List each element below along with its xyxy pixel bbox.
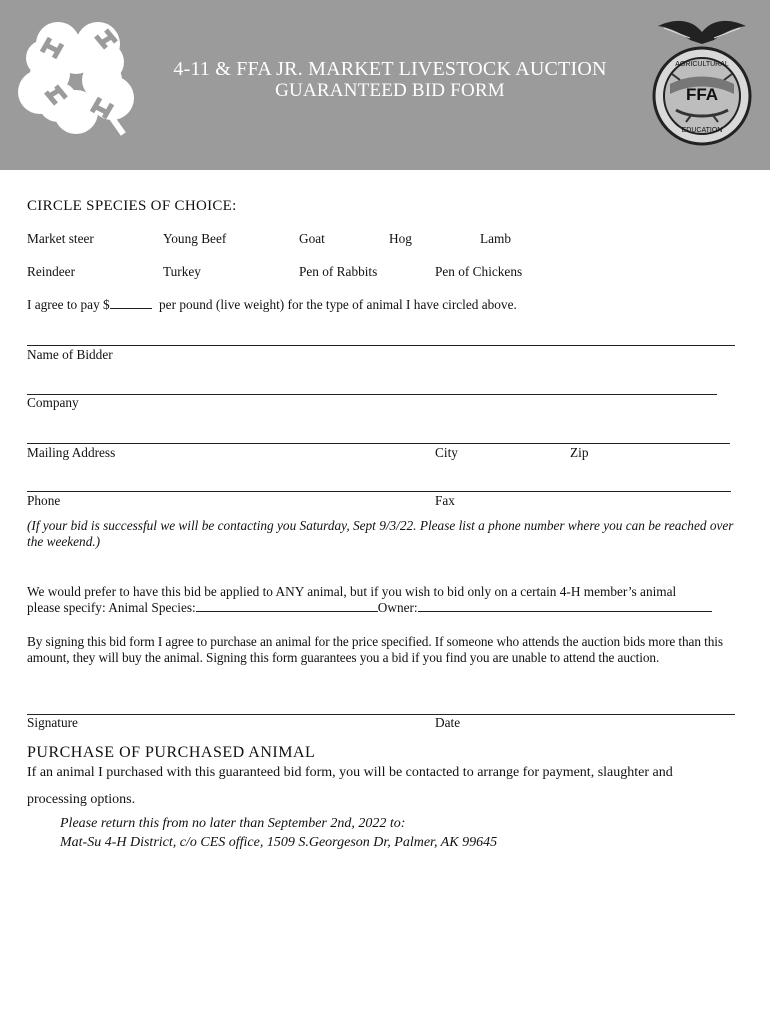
phone-fax-field[interactable] xyxy=(27,491,731,492)
purchase-text-line2: processing options. xyxy=(27,792,136,807)
name-of-bidder-field[interactable] xyxy=(27,345,735,346)
preference-line2 xyxy=(27,600,712,616)
company-label: Company xyxy=(27,395,79,410)
date-label: Date xyxy=(435,715,461,730)
header-banner xyxy=(0,0,770,170)
form-title-line2: GUARANTEED BID FORM xyxy=(275,80,505,101)
species-option-pen-of-chickens[interactable]: Pen of Chickens xyxy=(435,264,523,279)
form-title-line1: 4-11 & FFA JR. MARKET LIVESTOCK AUCTION xyxy=(173,58,607,80)
species-option-turkey[interactable]: Turkey xyxy=(163,264,201,279)
agree-to-pay-row xyxy=(27,297,517,313)
name-of-bidder-label: Name of Bidder xyxy=(27,347,113,362)
species-heading: CIRCLE SPECIES OF CHOICE: xyxy=(27,198,237,214)
species-option-pen-of-rabbits[interactable]: Pen of Rabbits xyxy=(299,264,378,279)
ffa-emblem-icon xyxy=(650,14,754,150)
price-per-pound-field[interactable] xyxy=(110,297,152,309)
ffa-logo-text-top: AGRICULTURAL xyxy=(675,61,729,68)
species-option-market-steer[interactable]: Market steer xyxy=(27,231,94,246)
signature-date-field[interactable] xyxy=(27,714,735,715)
owner-label: Owner: xyxy=(377,600,418,615)
city-label: City xyxy=(435,445,458,460)
ffa-logo-text: FFA xyxy=(685,85,719,104)
ffa-logo-text-bottom: EDUCATION xyxy=(681,127,723,134)
return-instructions: Please return this from no later than September 2nd, 2022 to: xyxy=(60,816,406,831)
purchase-text-line1: If an animal I purchased with this guaranteed bid form, you will be contacted to arrange for payment, slaughter and xyxy=(27,765,673,780)
four-h-clover-logo-icon xyxy=(18,18,138,138)
animal-species-field[interactable] xyxy=(196,600,378,612)
mailing-address-label: Mailing Address xyxy=(27,445,116,460)
preference-line1: We would prefer to have this bid be applied to ANY animal, but if you wish to bid only on a certain 4-H member’s animal xyxy=(27,584,677,599)
company-field[interactable] xyxy=(27,394,717,395)
purchase-heading: PURCHASE OF PURCHASED ANIMAL xyxy=(27,744,316,761)
species-option-goat[interactable]: Goat xyxy=(299,231,325,246)
zip-label: Zip xyxy=(570,445,589,460)
agree-suffix: per pound (live weight) for the type of animal I have circled above. xyxy=(159,297,517,312)
phone-label: Phone xyxy=(27,493,61,508)
species-option-young-beef[interactable]: Young Beef xyxy=(163,231,227,246)
contact-note: (If your bid is successful we will be contacting you Saturday, Sept 9/3/22. Please list a phone number where you can be reached over the weekend.) xyxy=(27,518,734,549)
signature-label: Signature xyxy=(27,715,78,730)
agree-prefix: I agree to pay $ xyxy=(27,297,110,312)
species-option-reindeer[interactable]: Reindeer xyxy=(27,264,75,279)
species-option-hog[interactable]: Hog xyxy=(389,231,412,246)
return-address: Mat-Su 4-H District, c/o CES office, 1509 S.Georgeson Dr, Palmer, AK 99645 xyxy=(60,835,498,850)
mailing-address-field[interactable] xyxy=(27,443,730,444)
species-option-lamb[interactable]: Lamb xyxy=(480,231,512,246)
fax-label: Fax xyxy=(435,493,455,508)
agreement-text: By signing this bid form I agree to purchase an animal for the price specified. If someone who attends the auction bids more than this amount, they will buy the animal. Signing this form guarantees you a bid if you find you are unable to attend the auction. xyxy=(27,634,723,665)
owner-field[interactable] xyxy=(418,600,712,612)
animal-species-label: please specify: Animal Species: xyxy=(27,600,196,615)
